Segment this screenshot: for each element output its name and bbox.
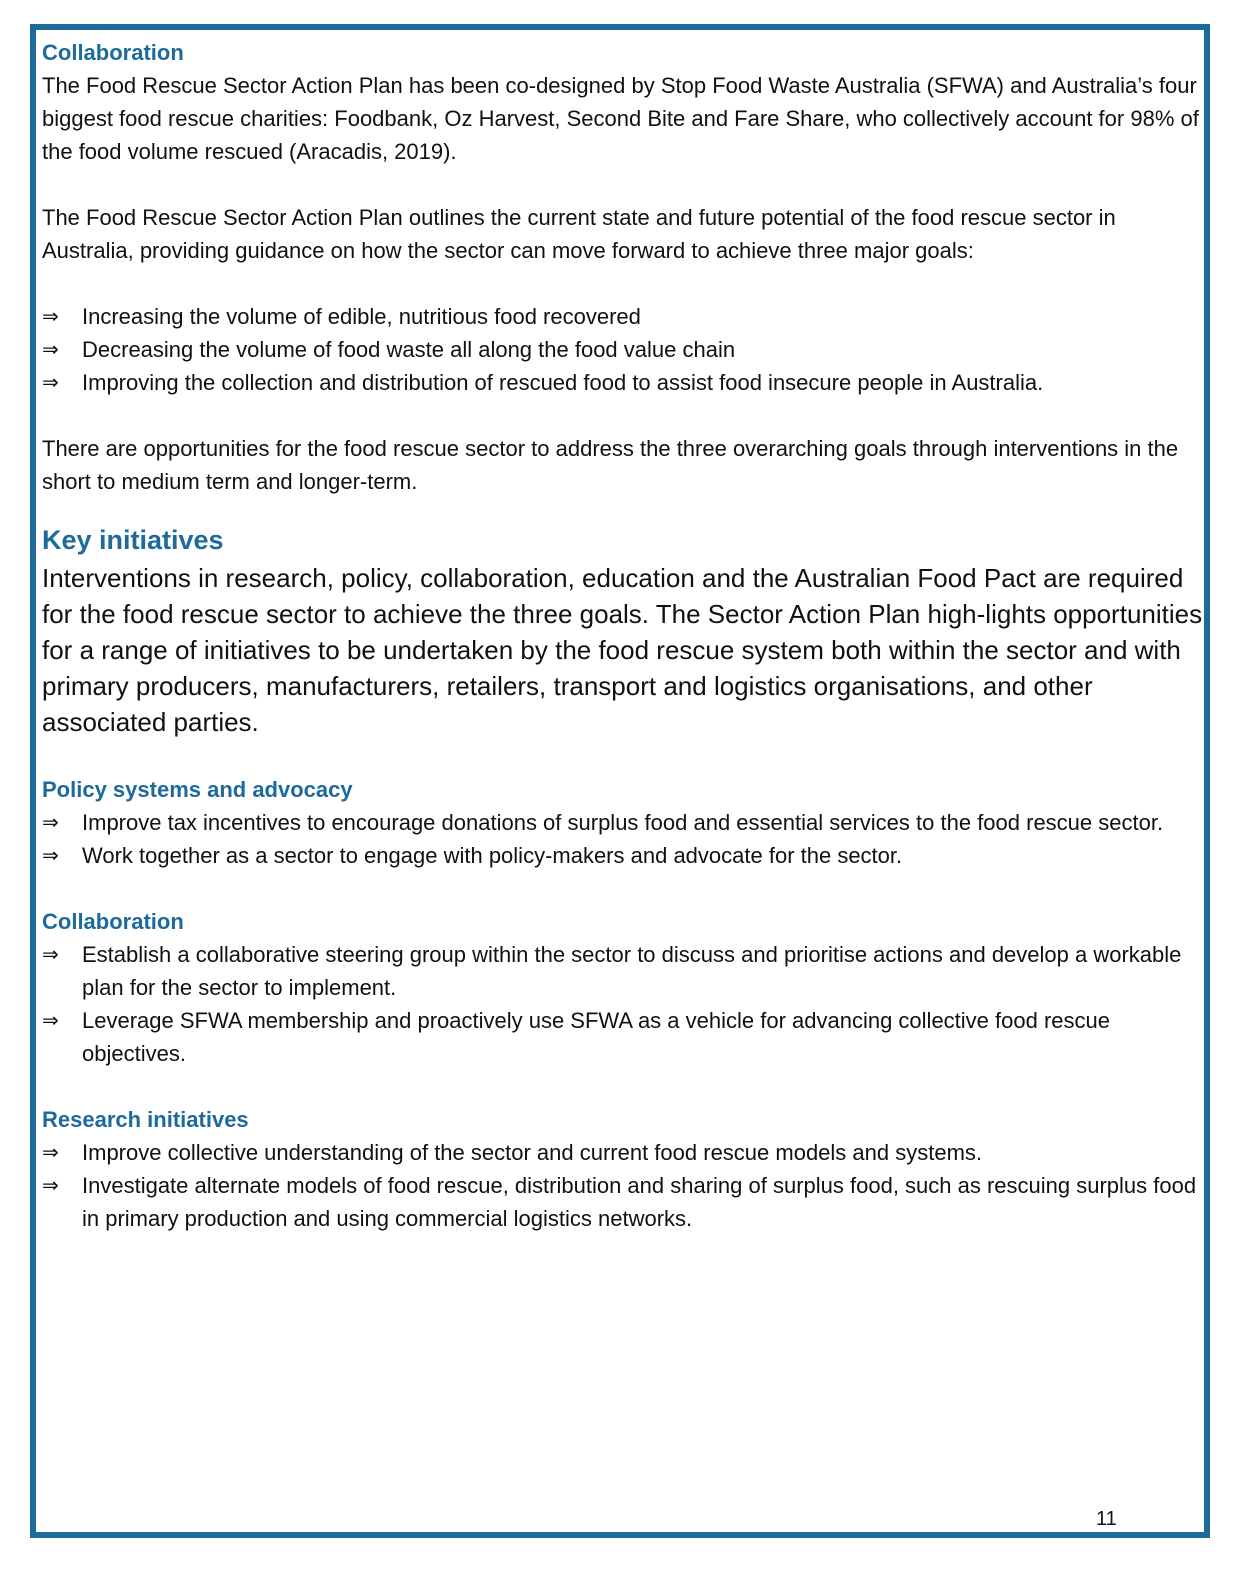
page-number: 11 [1096, 1508, 1117, 1530]
section-heading-key-initiatives: Key initiatives [42, 525, 224, 555]
research-item: ⇒ Investigate alternate models of food rescue, distribution and sharing of surplus food, such as rescuing surplus food in primary production and using commercial logistics networks. [42, 1169, 1212, 1235]
arrow-bullet-icon: ⇒ [42, 1008, 59, 1032]
collaboration-list [42, 938, 1212, 1070]
policy-item: ⇒ Improve tax incentives to encourage donations of surplus food and essential services to the food rescue sector. [42, 806, 1212, 839]
page-content [42, 36, 1212, 1235]
goals-list [42, 300, 1212, 399]
arrow-bullet-icon: ⇒ [42, 942, 59, 966]
policy-item: ⇒ Work together as a sector to engage with policy-makers and advocate for the sector. [42, 839, 1212, 872]
arrow-bullet-icon: ⇒ [42, 337, 59, 361]
goal-item: ⇒ Improving the collection and distribution of rescued food to assist food insecure people in Australia. [42, 366, 1212, 399]
plan-overview-paragraph: The Food Rescue Sector Action Plan outlines the current state and future potential of the food rescue sector in Australia, providing guidance on how the sector can move forward to achieve three major goals: [42, 205, 1116, 263]
collaboration-item: ⇒ Establish a collaborative steering group within the sector to discuss and prioritise actions and develop a workable plan for the sector to implement. [42, 938, 1212, 1004]
research-item: ⇒ Improve collective understanding of the sector and current food rescue models and systems. [42, 1136, 1212, 1169]
section-heading-policy: Policy systems and advocacy [42, 777, 353, 802]
arrow-bullet-icon: ⇒ [42, 304, 59, 328]
collaboration-item: ⇒ Leverage SFWA membership and proactively use SFWA as a vehicle for advancing collective food rescue objectives. [42, 1004, 1212, 1070]
arrow-bullet-icon: ⇒ [42, 810, 59, 834]
goal-item: ⇒ Increasing the volume of edible, nutritious food recovered [42, 300, 1212, 333]
goal-item: ⇒ Decreasing the volume of food waste all along the food value chain [42, 333, 1212, 366]
policy-list [42, 806, 1212, 872]
arrow-bullet-icon: ⇒ [42, 1140, 59, 1164]
opportunities-paragraph: There are opportunities for the food rescue sector to address the three overarching goals through interventions in the short to medium term and longer-term. [42, 436, 1179, 494]
arrow-bullet-icon: ⇒ [42, 1173, 59, 1197]
intro-paragraph: The Food Rescue Sector Action Plan has been co-designed by Stop Food Waste Australia (SFWA) and Australia’s four biggest food rescue charities: Foodbank, Oz Harvest, Second Bite and Fare Share, who collectively account for 98% of the food volume rescued (Aracadis, 2019). [42, 73, 1199, 164]
section-heading-collaboration-intro: Collaboration [42, 40, 184, 65]
arrow-bullet-icon: ⇒ [42, 843, 59, 867]
section-heading-collaboration: Collaboration [42, 909, 184, 934]
arrow-bullet-icon: ⇒ [42, 370, 59, 394]
section-heading-research: Research initiatives [42, 1107, 249, 1132]
research-list [42, 1136, 1212, 1235]
key-initiatives-paragraph: Interventions in research, policy, collaboration, education and the Australian Food Pact are required for the food rescue sector to achieve the three goals. The Sector Action Plan high-lights opportunities for a range of initiatives to be undertaken by the food rescue system both within the sector and with primary producers, manufacturers, retailers, transport and logistics organisations, and other associated parties. [42, 563, 1203, 737]
